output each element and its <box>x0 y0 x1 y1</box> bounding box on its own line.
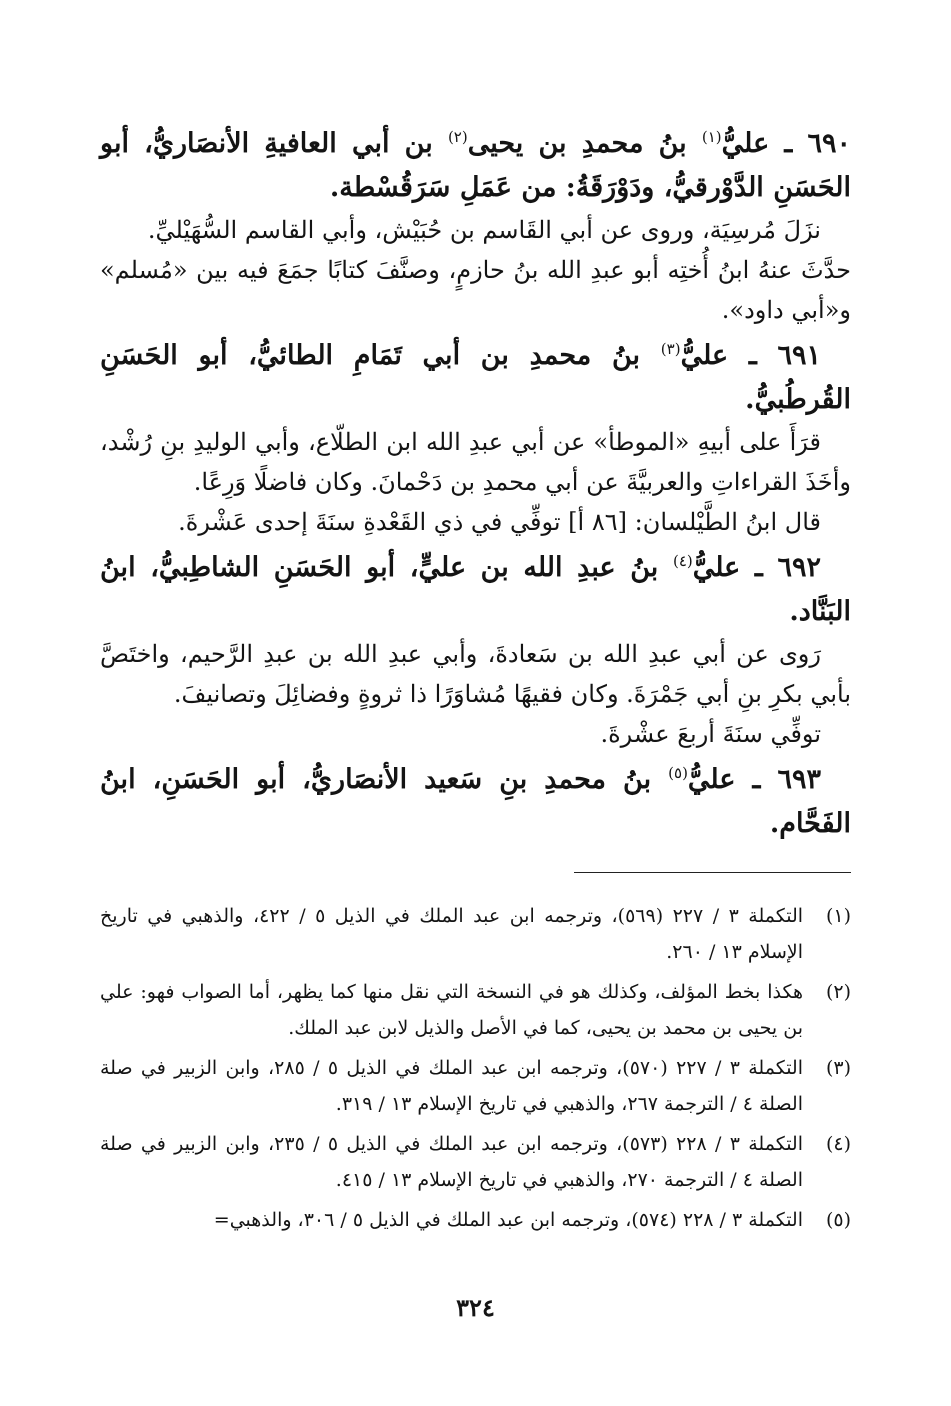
footnote-ref: (٥) <box>668 764 688 782</box>
footnote-text: هكذا بخط المؤلف، وكذلك هو في النسخة التي نقل منها كما يظهر، أما الصواب فهو: علي بن يحيى بن محمد بن يحيى، كما في الأصل والذيل لابن عبد الملك. <box>100 981 803 1039</box>
paragraph: قرَأَ على أبيهِ «الموطأ» عن أبي عبدِ الله ابن الطلّاع، وأبي الوليدِ بنِ رُشْد، وأخَذَ القراءاتِ والعربيَّةَ عن أبي محمدِ بن دَحْمانَ. وكان فاضلًا وَرِعًا. <box>100 428 851 496</box>
entry-heading-690 <box>100 122 851 210</box>
footnote-number: (٢) <box>825 981 851 1003</box>
footnote <box>100 1202 851 1238</box>
paragraph: توفِّي سنَةَ أربعَ عشْرةَ. <box>600 720 821 748</box>
footnotes <box>100 898 851 1242</box>
entry-heading-rest: بنُ عبدِ الله بن عليٍّ، أبو الحَسَنِ الشاطِبيُّ، ابنُ البَنَّاد. <box>100 552 851 627</box>
footnote-text: التكملة ٣ / ٢٢٨ (٥٧٣)، وترجمه ابن عبد الملك في الذيل ٥ / ٢٣٥، وابن الزبير في صلة الصلة ٤ / الترجمة ٢٧٠، والذهبي في تاريخ الإسلام ١٣ / ٤١٥. <box>100 1133 804 1191</box>
entry-heading-lead: ٦٩٢ ـ عليُّ <box>692 552 821 583</box>
entry-heading-rest: بن أبي العافيةِ الأنصَاريُّ، أبو الحَسَنِ الدَّوْرقيُّ، ودَوْرَقَةُ: من عَمَلِ سَرَقُسْطة. <box>100 128 851 203</box>
entry-heading-middle: بنُ محمدِ بن يحيى <box>467 128 702 159</box>
footnote-ref: (٤) <box>672 552 693 570</box>
entry-heading-lead: ٦٩٣ ـ عليُّ <box>687 764 821 795</box>
footnote-text: التكملة ٣ / ٢٢٧ (٥٧٠)، وترجمه ابن عبد الملك في الذيل ٥ / ٢٨٥، وابن الزبير في صلة الصلة ٤ / الترجمة ٢٦٧، والذهبي في تاريخ الإسلام ١٣ / ٣١٩. <box>100 1057 804 1115</box>
entry-heading-692 <box>100 546 851 634</box>
footnote-divider <box>574 872 851 873</box>
entry-heading-691 <box>100 334 851 422</box>
paragraph: قال ابنُ الطَّيْلسان: [٨٦ أ] توفِّي في ذي القَعْدةِ سنَةَ إحدى عَشْرةَ. <box>178 508 821 536</box>
main-text <box>100 122 851 846</box>
entry-heading-lead: ٦٩٠ ـ عليُّ <box>721 128 851 159</box>
footnote-number: (٤) <box>825 1133 851 1155</box>
paragraph: نزَلَ مُرسِيَة، وروى عن أبي القَاسم بن حُبَيْش، وأبي القاسم السُّهَيْليِّ. <box>147 216 821 244</box>
footnote <box>100 898 851 970</box>
footnote-number: (١) <box>825 905 851 927</box>
paragraph: حدَّثَ عنهُ ابنُ أُختِه أبو عبدِ الله بنُ حازمٍ، وصنَّفَ كتابًا جمَعَ فيه بين «مُسلم» و«أبي داود». <box>100 256 851 324</box>
footnote-ref: (٣) <box>660 340 681 358</box>
footnote <box>100 1126 851 1198</box>
footnote-ref: (٢) <box>447 128 468 146</box>
entry-heading-lead: ٦٩١ ـ عليُّ <box>680 340 821 371</box>
footnote-text: التكملة ٣ / ٢٢٨ (٥٧٤)، وترجمه ابن عبد الملك في الذيل ٥ / ٣٠٦، والذهبي= <box>213 1209 803 1231</box>
entry-heading-rest: بنُ محمدِ بن أبي تَمَامِ الطائيُّ، أبو الحَسَنِ القُرطُبيُّ. <box>100 340 851 415</box>
page-number: ٣٢٤ <box>456 1293 495 1322</box>
footnote-ref: (١) <box>701 128 722 146</box>
footnote-number: (٣) <box>825 1057 851 1079</box>
footnote-number: (٥) <box>825 1209 851 1231</box>
entry-heading-rest: بنُ محمدِ بنِ سَعيد الأنصَاريُّ، أبو الحَسَنِ، ابنُ الفَحَّام. <box>100 764 851 839</box>
paragraph: رَوى عن أبي عبدِ الله بن سَعادةَ، وأبي عبدِ الله بن عبدِ الرَّحيم، واختَصَّ بأبي بكرِ بنِ أبي جَمْرَةَ. وكان فقيهًا مُشاوَرًا ذا ثروةٍ وفضائِلَ وتصانيفَ. <box>100 640 851 708</box>
footnote-text: التكملة ٣ / ٢٢٧ (٥٦٩)، وترجمه ابن عبد الملك في الذيل ٥ / ٤٢٢، والذهبي في تاريخ الإسلام ١٣ / ٢٦٠. <box>100 905 804 963</box>
entry-heading-693 <box>100 758 851 846</box>
footnote <box>100 1050 851 1122</box>
footnote <box>100 974 851 1046</box>
